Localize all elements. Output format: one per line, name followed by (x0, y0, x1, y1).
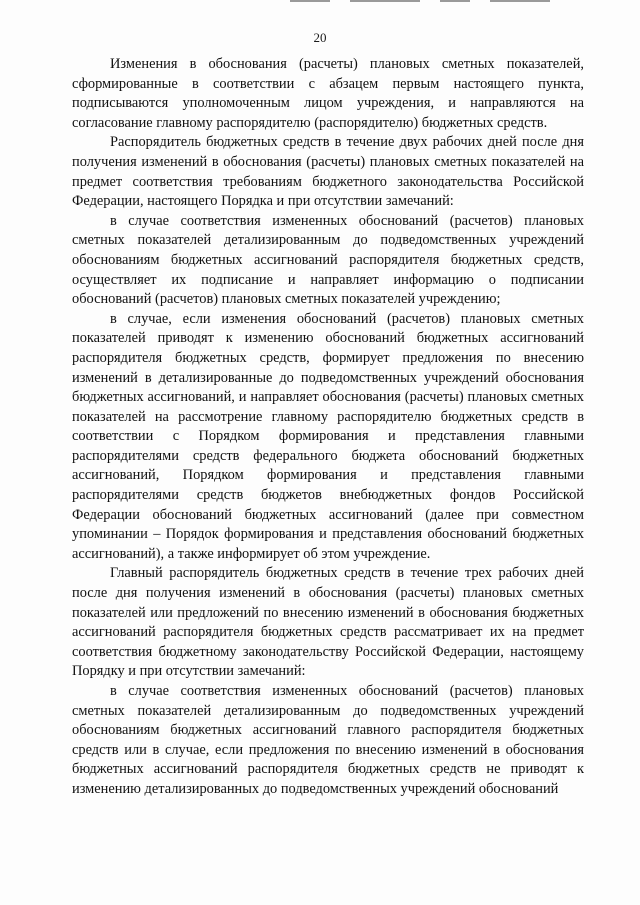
paragraph: в случае соответствия измененных обоснований (расчетов) плановых сметных показателей детализированным до подведомственных учреждений обоснованиям бюджетных ассигнований распорядителя бюджетных средств, осуществляет их подписание и направляет информацию о подписании обоснований (расчетов) плановых сметных показателей учреждению; (72, 212, 584, 308)
scan-artifact (290, 0, 590, 3)
paragraph: Распорядитель бюджетных средств в течение двух рабочих дней после дня получения изменений в обоснования (расчеты) плановых сметных показателей на предмет соответствия требованиям бюджетного законодательства Российской Федерации, настоящего Порядка и при отсутствии замечаний: (72, 134, 584, 210)
document-body (72, 55, 584, 800)
page-number: 20 (313, 30, 327, 45)
paragraph: в случае соответствия измененных обоснований (расчетов) плановых сметных показателей детализированным до подведомственных учреждений обоснованиям бюджетных ассигнований главного распорядителя бюджетных средств или в случае, если предложения по внесению изменений в обоснования бюджетных ассигнований распорядителя бюджетных средств не приводят к изменению детализированных до подведомственных учреждений обоснований (72, 683, 584, 797)
paragraph: в случае, если изменения обоснований (расчетов) плановых сметных показателей приводят к изменению обоснований бюджетных ассигнований распорядителя бюджетных средств, формирует предложения по внесению изменений в детализированные до подведомственных учреждений обоснования бюджетных ассигнований, и направляет обоснования (расчеты) плановых сметных показателей на рассмотрение главному распорядителю бюджетных средств в соответствии с Порядком формирования и представления главными распорядителями средств федерального бюджета обоснований бюджетных ассигнований, Порядком формирования и представления главными распорядителями средств бюджетов внебюджетных фондов Российской Федерации обоснований бюджетных ассигнований (далее при совместном упоминании – Порядок формирования и представления обоснований бюджетных ассигнований), а также информирует об этом учреждение. (72, 310, 584, 562)
paragraph: Главный распорядитель бюджетных средств в течение трех рабочих дней после дня получения изменений в обоснования (расчеты) плановых сметных показателей или предложений по внесению изменений в обоснования бюджетных ассигнований распорядителя бюджетных средств рассматривает их на предмет соответствия бюджетному законодательству Российской Федерации, настоящему Порядку и при отсутствии замечаний: (72, 565, 584, 680)
paragraph: Изменения в обоснования (расчеты) плановых сметных показателей, сформированные в соответствии с абзацем первым настоящего пункта, подписываются уполномоченным лицом учреждения, и направляются на согласование главному распорядителю (распорядителю) бюджетных средств. (72, 56, 584, 131)
